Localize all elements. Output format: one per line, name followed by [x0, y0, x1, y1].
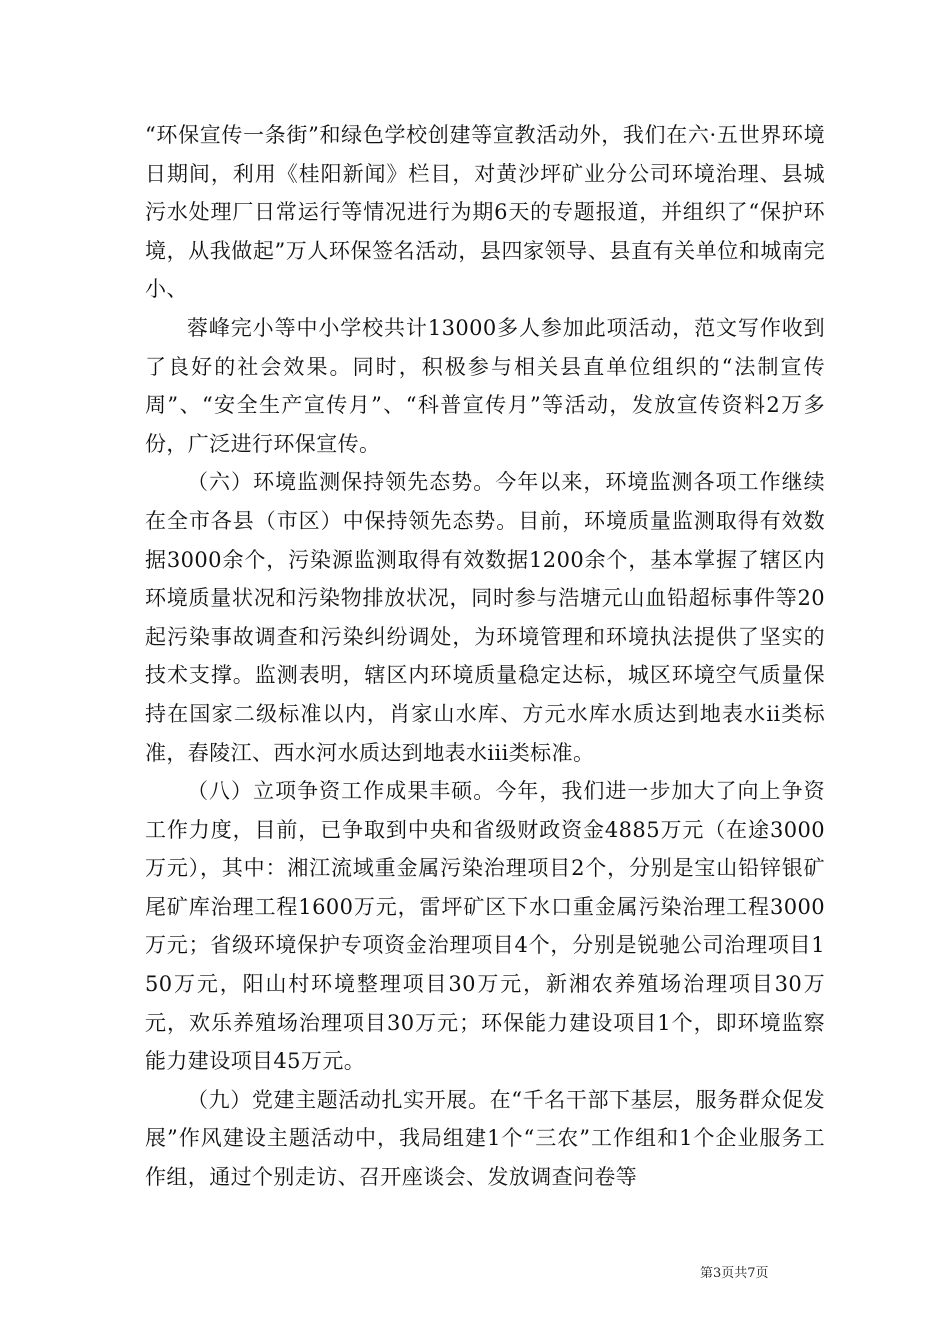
- paragraph-1: “环保宣传一条街”和绿色学校创建等宣教活动外，我们在六·五世界环境日期间，利用《桂阳新闻》栏目，对黄沙坪矿业分公司环境治理、县城污水处理厂日常运行等情况进行为期6天的专题报道，并组织了“保护环境，从我做起”万人环保签名活动，县四家领导、县直有关单位和城南完小、: [145, 123, 825, 302]
- paragraph-2: 蓉峰完小等中小学校共计13000多人参加此项活动，范文写作收到了良好的社会效果。同时，积极参与相关县直单位组织的“法制宣传周”、“安全生产宣传月”、“科普宣传月”等活动，发放宣传资料2万多份，广泛进行环保宣传。: [145, 315, 825, 456]
- page-number: 第3页共7页: [700, 1266, 769, 1281]
- paragraph-section-8: （八）立项争资工作成果丰硕。今年，我们进一步加大了向上争资工作力度，目前，已争取到中央和省级财政资金4885万元（在途3000万元），其中：湘江流域重金属污染治理项目2个，分别是宝山铅锌银矿尾矿库治理工程1600万元，雷坪矿区下水口重金属污染治理工程3000万元；省级环境保护专项资金治理项目4个，分别是锐驰公司治理项目150万元，阳山村环境整理项目30万元，新湘农养殖场治理项目30万元，欢乐养殖场治理项目30万元；环保能力建设项目1个，即环境监察能力建设项目45万元。: [145, 779, 825, 1074]
- paragraph-section-6: （六）环境监测保持领先态势。今年以来，环境监测各项工作继续在全市各县（市区）中保持领先态势。目前，环境质量监测取得有效数据3000余个，污染源监测取得有效数据1200余个，基本掌握了辖区内环境质量状况和污染物排放状况，同时参与浩塘元山血铅超标事件等20起污染事故调查和污染纠纷调处，为环境管理和环境执法提供了坚实的技术支撑。监测表明，辖区内环境质量稳定达标，城区环境空气质量保持在国家二级标准以内，肖家山水库、方元水库水质达到地表水ii类标准，舂陵江、西水河水质达到地表水iii类标准。: [145, 470, 825, 765]
- document-body: [145, 116, 825, 1197]
- paragraph-section-9: （九）党建主题活动扎实开展。在“千名干部下基层，服务群众促发展”作风建设主题活动中，我局组建1个“三农”工作组和1个企业服务工作组，通过个别走访、召开座谈会、发放调查问卷等: [145, 1087, 825, 1190]
